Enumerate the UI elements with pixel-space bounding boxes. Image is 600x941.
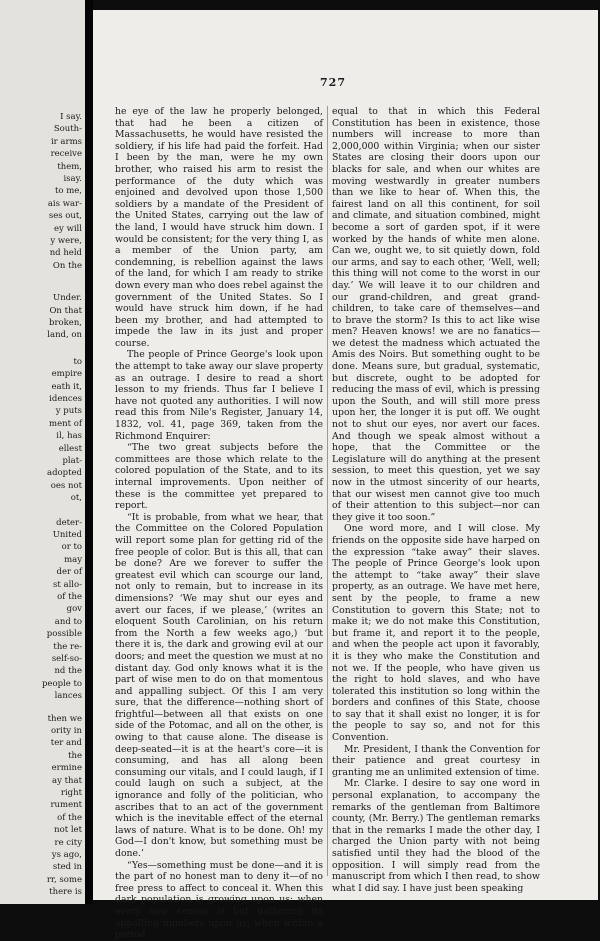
prev-page-text-fragment: then we — [47, 713, 82, 724]
prev-page-text-fragment: il, has — [56, 431, 82, 442]
prev-page-text-fragment: Under. — [53, 293, 82, 304]
prev-page-text-fragment: nd held — [49, 248, 82, 259]
prev-page-text-fragment: ter and — [50, 738, 82, 749]
paragraph: One word more, and I will close. My friends on the opposite side have harped on the expression “take away” their slaves. The people of Prince George's look upon the attempt to “take away” their slave property, as an outrage. We have met here, sent by the people, to frame a new Constitution to govern this State; not to make it; we do not make this Constitution, but frame it, and report it to the people, and when the people act upon it favorably, it is they who make the Constitution and not we. If the people, who have given us the right to hold slaves, and who have tolerated this institution so long within the borders and confines of this State, choose to say that it shall exist no longer, it is for the people to say so, and not for this Convention. — [332, 523, 540, 744]
prev-page-text-fragment: to me, — [54, 186, 82, 197]
prev-page-text-fragment: ay that — [52, 775, 82, 786]
prev-page-text-fragment: eath it, — [51, 381, 82, 392]
paragraph: Mr. President, I thank the Convention for their patience and great courtesy in granting me an unlimited extension of time. — [332, 743, 540, 778]
prev-page-text-fragment: United — [52, 530, 82, 540]
prev-page-text-fragment: the — [68, 750, 82, 761]
prev-page-text-fragment: deter- — [56, 517, 82, 528]
prev-page-text-fragment: to — [73, 356, 82, 367]
prev-page-text-fragment: adopted — [47, 468, 82, 479]
book-gutter — [85, 0, 93, 904]
prev-page-text-fragment: broken, — [49, 318, 82, 328]
column-divider — [327, 106, 328, 876]
prev-page-text-fragment: self-so- — [51, 654, 82, 664]
prev-page-text-fragment: empire — [51, 369, 82, 380]
prev-page-text-fragment: land, on — [47, 330, 82, 341]
prev-page-text-fragment: gov — [66, 604, 82, 615]
paragraph: Mr. Clarke. I desire to say one word in personal explanation, to accompany the remarks of the gentleman from Baltimore county, (Mr. Berry.) The gentleman remarks that in the remarks I made the other day, I charged the Union party with not being satisfied until they had the blood of the opposition. I will simply read from the manuscript from which I then read, to show what I did say. I have just been speaking — [332, 778, 540, 894]
prev-page-text-fragment: possible — [46, 629, 82, 640]
prev-page-text-fragment: idences — [49, 394, 82, 404]
prev-page-text-fragment: there is — [49, 887, 82, 898]
prev-page-text-fragment: South- — [53, 124, 82, 135]
prev-page-text-fragment: der of — [56, 567, 82, 578]
prev-page-text-fragment: st allo- — [53, 579, 82, 590]
paragraph: equal to that in which this Federal Constitution has been in existence, those numbers will increase to more than 2,000,000 within Virginia; when our sister States are closing their doors upon our blacks for sale, and when our whites are moving westwardly in greater numbers than we like to hear of. When this, the fairest land on all this continent, for soil and climate, and situation combined, might become a sort of garden spot, if it were worked by the hands of white men alone. Can we, ought we, to sit quietly down, fold our arms, and say to each other, ‘Well, well; this thing will not come to the worst in our day.’ We will leave it to our children and our grand-children, and great grand-children, to take care of themselves—and to brave the storm? Is this to act like wise men? Heaven knows! we are no fanatics—we detest the madness which actuated the Amis des Noirs. But something ought to be done. Means sure, but gradual, systematic, but discrete, ought to be adopted for reducing the mass of evil, which is pressing upon the South, and will still more press upon her, the longer it is put off. We ought not to shut our eyes, nor avert our faces. And though we speak almost without a hope, that the Committee or the Legislature will do anything at the present session, to meet this question, yet we say now in the utmost sincerity of our hearts, that our wisest men cannot give too much of their attention to this subject—nor can they give it too soon.” — [332, 106, 540, 523]
paragraph: The people of Prince George's look upon the attempt to take away our slave property as an outrage. I desire to read a short lesson to my friends. Thus far I believe I have not quoted any authorities. I will now read this from Nile's Register, January 14, 1832, vol. 41, page 369, taken from the Richmond Enquirer: — [115, 349, 323, 442]
prev-page-text-fragment: rument — [50, 800, 82, 811]
document-page — [93, 10, 598, 941]
prev-page-text-fragment: On the — [52, 260, 82, 271]
prev-page-text-fragment: nd the — [54, 666, 82, 677]
paragraph: he eye of the law he properly belonged, that had he been a citizen of Massachusetts, he would have resisted the soldiery, if his life had paid the forfeit. Had I been by the man, were he my own brother, who raised his arm to resist the performance of the duty which was enjoined and devolved upon those 1,500 soldiers by a mandate of the President of the United States, carrying out the law of the land, I would have struck him down. I would be consistent; for the very thing I, as a member of the Union party, am condemning, is rebellion against the laws of the land, for which I am ready to strike down every man who does rebel against the government of the United States. So I would have struck him down, if he had been my brother, and had attempted to impede the law in its just and proper course. — [115, 106, 323, 349]
page-number: 727 — [320, 76, 346, 89]
prev-page-text-fragment: or to — [61, 542, 82, 553]
prev-page-text-fragment: people to — [41, 678, 82, 689]
paragraph: “Yes—something must be done—and it is the part of no honest man to deny it—of no free press to affect to conceal it. When this dark population is growing upon us; when every new census is but gathering its appalling numbers upon us; when within a period — [115, 859, 323, 941]
prev-page-text-fragment: re city — [54, 837, 82, 848]
prev-page-text-fragment: them, — [57, 161, 82, 172]
prev-page-text-fragment: rr, some — [46, 874, 82, 885]
prev-page-text-fragment: not let — [54, 825, 82, 836]
paragraph: “It is probable, from what we hear, that the Committee on the Colored Population will report some plan for getting rid of the free people of color. But is this all, that can be done? Are we forever to suffer the greatest evil which can scourge our land, not only to remain, but to increase in its dimensions? ‘We may shut our eyes and avert our faces, if we please,’ (writes an eloquent South Carolinian, on his return from the North a few weeks ago,) ‘but there it is, the dark and growing evil at our doors; and meet the question we must at no distant day. God only knows what it is the part of wise men to do on that momentous and appalling subject. Of this I am very sure, that the difference—nothing short of frightful—between all that exists on one side of the Potomac, and all on the other, is owing to that cause alone. The disease is deep-seated—it is at the heart's core—it is consuming, and has all along been consuming our vitals, and I could laugh, if I could laugh on such a subject, at the ignorance and folly of the politician, who ascribes that to an act of the government which is the inevitable effect of the eternal laws of nature. What is to be done. Oh! my God—I don't know, but something must be done.’ — [115, 511, 323, 859]
prev-page-text-fragment: ais war- — [47, 198, 82, 209]
prev-page-text-fragment: isay. — [63, 174, 82, 184]
prev-page-text-fragment: ys ago, — [51, 850, 82, 860]
text-column-right — [332, 106, 540, 894]
prev-page-text-fragment: may — [64, 554, 82, 565]
text-column-left — [115, 106, 323, 941]
prev-page-text-fragment: of the — [57, 812, 82, 823]
paragraph: “The two great subjects before the committees are those which relate to the colored population of the State, and to its internal improvements. Upon neither of these is the committee yet prepared to report. — [115, 442, 323, 512]
prev-page-text-fragment: ermine — [51, 763, 82, 774]
prev-page-text-fragment: right — [60, 788, 82, 798]
prev-page-text-fragment: plat- — [62, 456, 82, 466]
prev-page-text-fragment: and to — [54, 616, 82, 627]
prev-page-text-fragment: sted in — [52, 862, 82, 873]
prev-page-text-fragment: ses out, — [48, 211, 82, 222]
prev-page-text-fragment: y puts — [55, 406, 82, 417]
prev-page-text-fragment: I say. — [60, 112, 82, 122]
prev-page-text-fragment: ir arms — [50, 136, 82, 147]
prev-page-text-fragment: ority in — [50, 726, 82, 736]
prev-page-text-fragment: ot, — [70, 493, 82, 504]
prev-page-text-fragment: ellest — [58, 443, 82, 454]
prev-page-text-fragment: lances — [54, 691, 82, 702]
prev-page-text-fragment: oes not — [50, 480, 82, 491]
prev-page-text-fragment: ment of — [49, 418, 82, 429]
prev-page-text-fragment: y were, — [50, 236, 82, 246]
prev-page-text-fragment: receive — [50, 149, 82, 160]
previous-page-edge — [0, 0, 85, 904]
prev-page-text-fragment: the re- — [53, 641, 82, 652]
prev-page-text-fragment: ey will — [54, 223, 82, 234]
prev-page-text-fragment: On that — [49, 305, 82, 316]
prev-page-text-fragment: of the — [57, 592, 82, 602]
